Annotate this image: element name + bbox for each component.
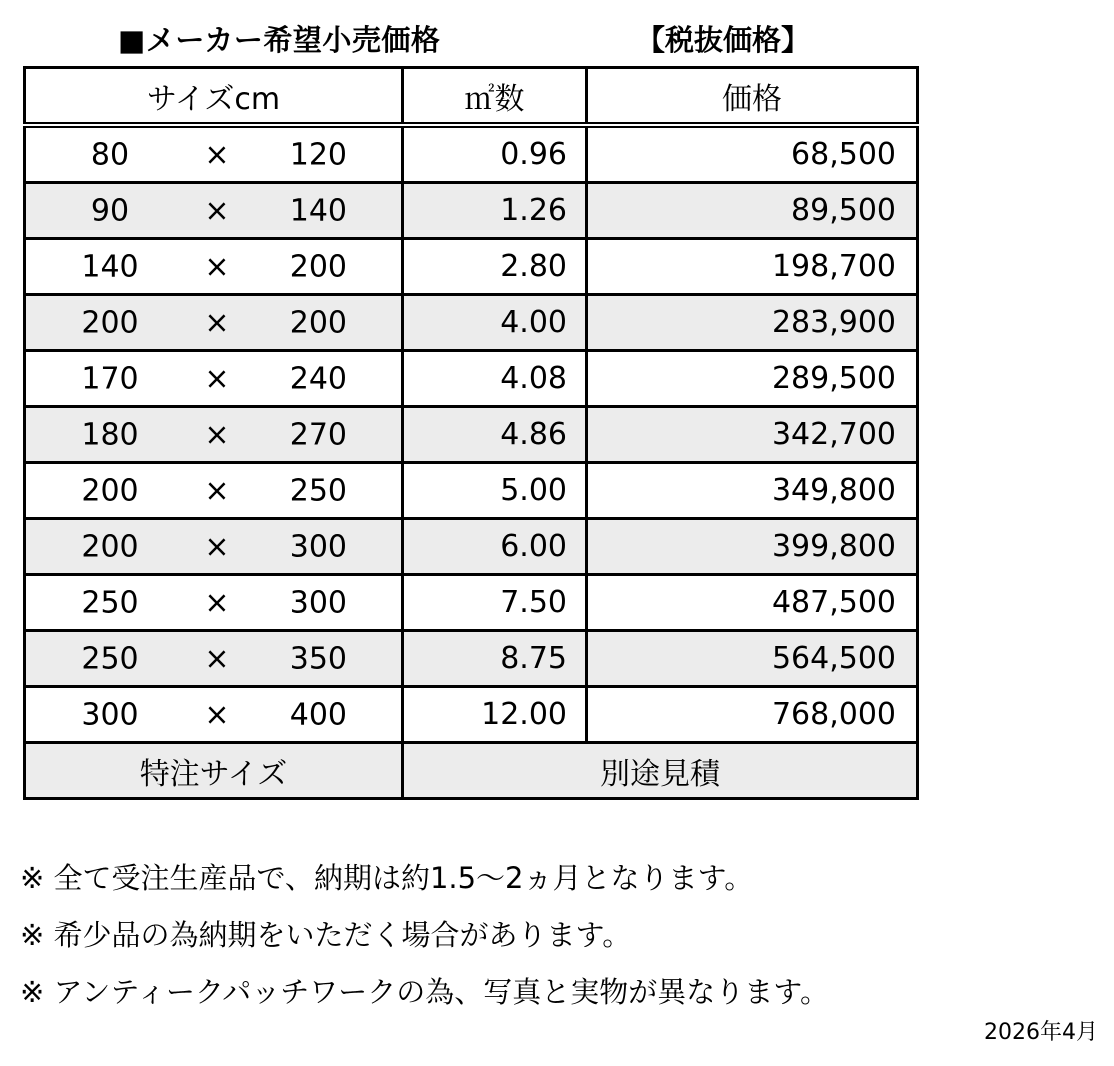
date-label: 2026年4月 [984,1020,1098,1045]
height-value: 240 [289,361,347,396]
area-cell: 4.00 [403,295,587,351]
price-cell: 768,000 [587,687,918,743]
size-cell [25,183,403,239]
width-value: 80 [90,137,130,172]
note-line: ※ アンティークパッチワークの為、写真と実物が異なります。 [20,975,829,1009]
width-value: 90 [90,193,130,228]
table-row [25,575,918,631]
width-value: 200 [81,529,139,564]
table-row [25,295,918,351]
width-value: 200 [81,473,139,508]
special-price-value: 別途見積 [403,743,918,799]
size-cell [25,351,403,407]
size-cell [25,125,403,183]
height-value: 250 [289,473,347,508]
multiply-symbol: × [204,249,230,284]
area-cell: 6.00 [403,519,587,575]
table-row [25,125,918,183]
price-cell: 487,500 [587,575,918,631]
price-cell: 349,800 [587,463,918,519]
size-cell [25,463,403,519]
height-value: 400 [289,697,347,732]
table-row [25,631,918,687]
size-column-header: サイズcm [25,68,403,126]
area-cell: 1.26 [403,183,587,239]
size-cell [25,407,403,463]
width-value: 140 [81,249,139,284]
width-value: 180 [81,417,139,452]
size-cell [25,239,403,295]
price-cell: 289,500 [587,351,918,407]
table-row [25,687,918,743]
multiply-symbol: × [204,697,230,732]
price-table [23,66,919,800]
height-value: 300 [289,585,347,620]
table-row [25,351,918,407]
special-size-label: 特注サイズ [25,743,403,799]
size-cell [25,575,403,631]
height-value: 300 [289,529,347,564]
area-cell: 2.80 [403,239,587,295]
price-cell: 283,900 [587,295,918,351]
price-cell: 342,700 [587,407,918,463]
price-cell: 399,800 [587,519,918,575]
multiply-symbol: × [204,193,230,228]
height-value: 350 [289,641,347,676]
area-cell: 4.86 [403,407,587,463]
notes [20,850,829,1021]
height-value: 270 [289,417,347,452]
area-cell: 12.00 [403,687,587,743]
size-cell [25,295,403,351]
area-cell: 4.08 [403,351,587,407]
height-value: 200 [289,249,347,284]
height-value: 140 [289,193,347,228]
multiply-symbol: × [204,585,230,620]
table-row [25,463,918,519]
table-header-row [25,68,918,126]
area-column-header: ㎡数 [403,68,587,126]
tax-note: 【税抜価格】 [636,23,811,57]
price-cell: 89,500 [587,183,918,239]
multiply-symbol: × [204,529,230,564]
price-cell: 198,700 [587,239,918,295]
price-column-header: 価格 [587,68,918,126]
height-value: 120 [289,137,347,172]
width-value: 200 [81,305,139,340]
special-order-row [25,743,918,799]
size-cell [25,687,403,743]
area-cell: 5.00 [403,463,587,519]
width-value: 170 [81,361,139,396]
area-cell: 0.96 [403,125,587,183]
price-cell: 564,500 [587,631,918,687]
table-row [25,183,918,239]
width-value: 250 [81,641,139,676]
table-row [25,519,918,575]
height-value: 200 [289,305,347,340]
note-line: ※ 全て受注生産品で、納期は約1.5～2ヵ月となります。 [20,861,754,895]
width-value: 300 [81,697,139,732]
table-row [25,239,918,295]
multiply-symbol: × [204,641,230,676]
multiply-symbol: × [204,305,230,340]
multiply-symbol: × [204,137,230,172]
page-title: ■メーカー希望小売価格 [118,23,441,57]
area-cell: 8.75 [403,631,587,687]
multiply-symbol: × [204,473,230,508]
multiply-symbol: × [204,417,230,452]
table-row [25,407,918,463]
price-cell: 68,500 [587,125,918,183]
size-cell [25,631,403,687]
size-cell [25,519,403,575]
note-line: ※ 希少品の為納期をいただく場合があります。 [20,918,632,952]
multiply-symbol: × [204,361,230,396]
width-value: 250 [81,585,139,620]
area-cell: 7.50 [403,575,587,631]
